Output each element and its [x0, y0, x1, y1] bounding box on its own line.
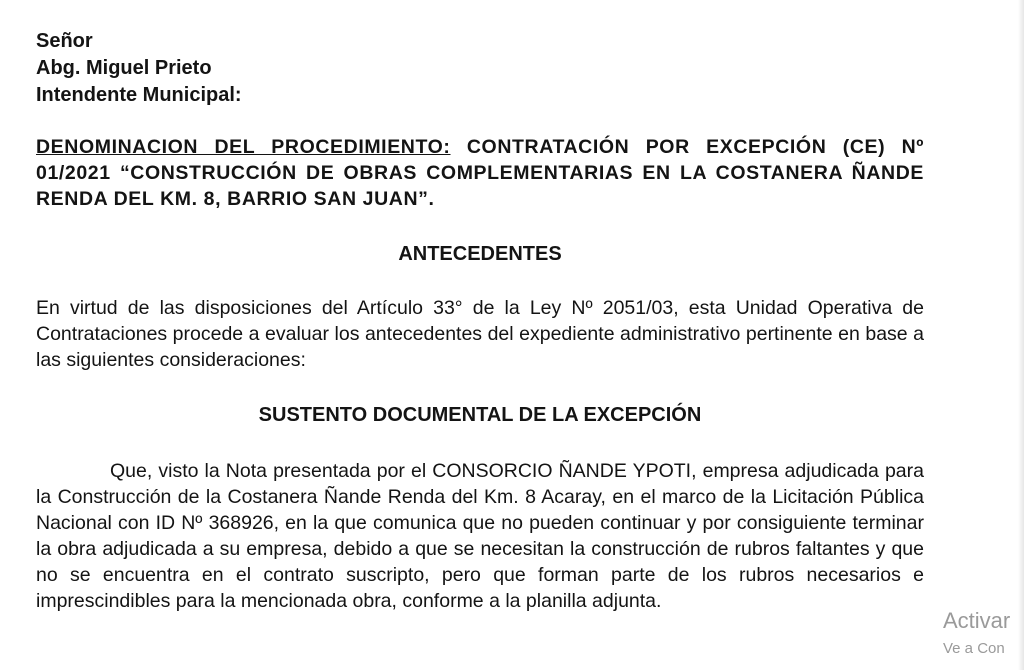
page-edge-shadow [1018, 0, 1024, 670]
denomination-text: CONTRATACIÓN POR EXCEPCIÓN (CE) Nº 01/2021 “CONSTRUCCIÓN DE OBRAS COMPLEMENTARIAS EN LA COSTANERA ÑANDE RENDA DEL KM. 8, BARRIO SAN JUAN”. [36, 136, 924, 210]
procedure-denomination [36, 134, 924, 212]
addressee-salutation: Señor [36, 30, 93, 52]
addressee-title: Intendente Municipal: [36, 84, 242, 106]
antecedentes-paragraph: En virtud de las disposiciones del Artículo 33° de la Ley Nº 2051/03, esta Unidad Operativa de Contrataciones procede a evaluar los antecedentes del expediente administrativo pertinente en base a las siguientes consideraciones: [36, 297, 924, 371]
addressee-block [36, 28, 242, 109]
addressee-name: Abg. Miguel Prieto [36, 57, 212, 79]
sustento-paragraph: Que, visto la Nota presentada por el CONSORCIO ÑANDE YPOTI, empresa adjudicada para la Construcción de la Costanera Ñande Renda del Km. 8 Acaray, en el marco de la Licitación Pública Nacional con ID Nº 368926, en la que comunica que no pueden continuar y por consiguiente terminar la obra adjudicada a su empresa, debido a que se necesitan la construcción de rubros faltantes y que no se encuentra en el contrato suscripto, pero que forman parte de los rubros necesarios e imprescindibles para la mencionada obra, conforme a la planilla adjunta. [36, 460, 924, 612]
activation-watermark-title: Activar [943, 608, 1011, 633]
antecedentes-heading: ANTECEDENTES [398, 243, 562, 265]
activation-watermark-subtitle: Ve a Con [943, 640, 1005, 657]
denomination-label: DENOMINACION DEL PROCEDIMIENTO: [36, 136, 451, 158]
sustento-heading: SUSTENTO DOCUMENTAL DE LA EXCEPCIÓN [258, 404, 702, 426]
